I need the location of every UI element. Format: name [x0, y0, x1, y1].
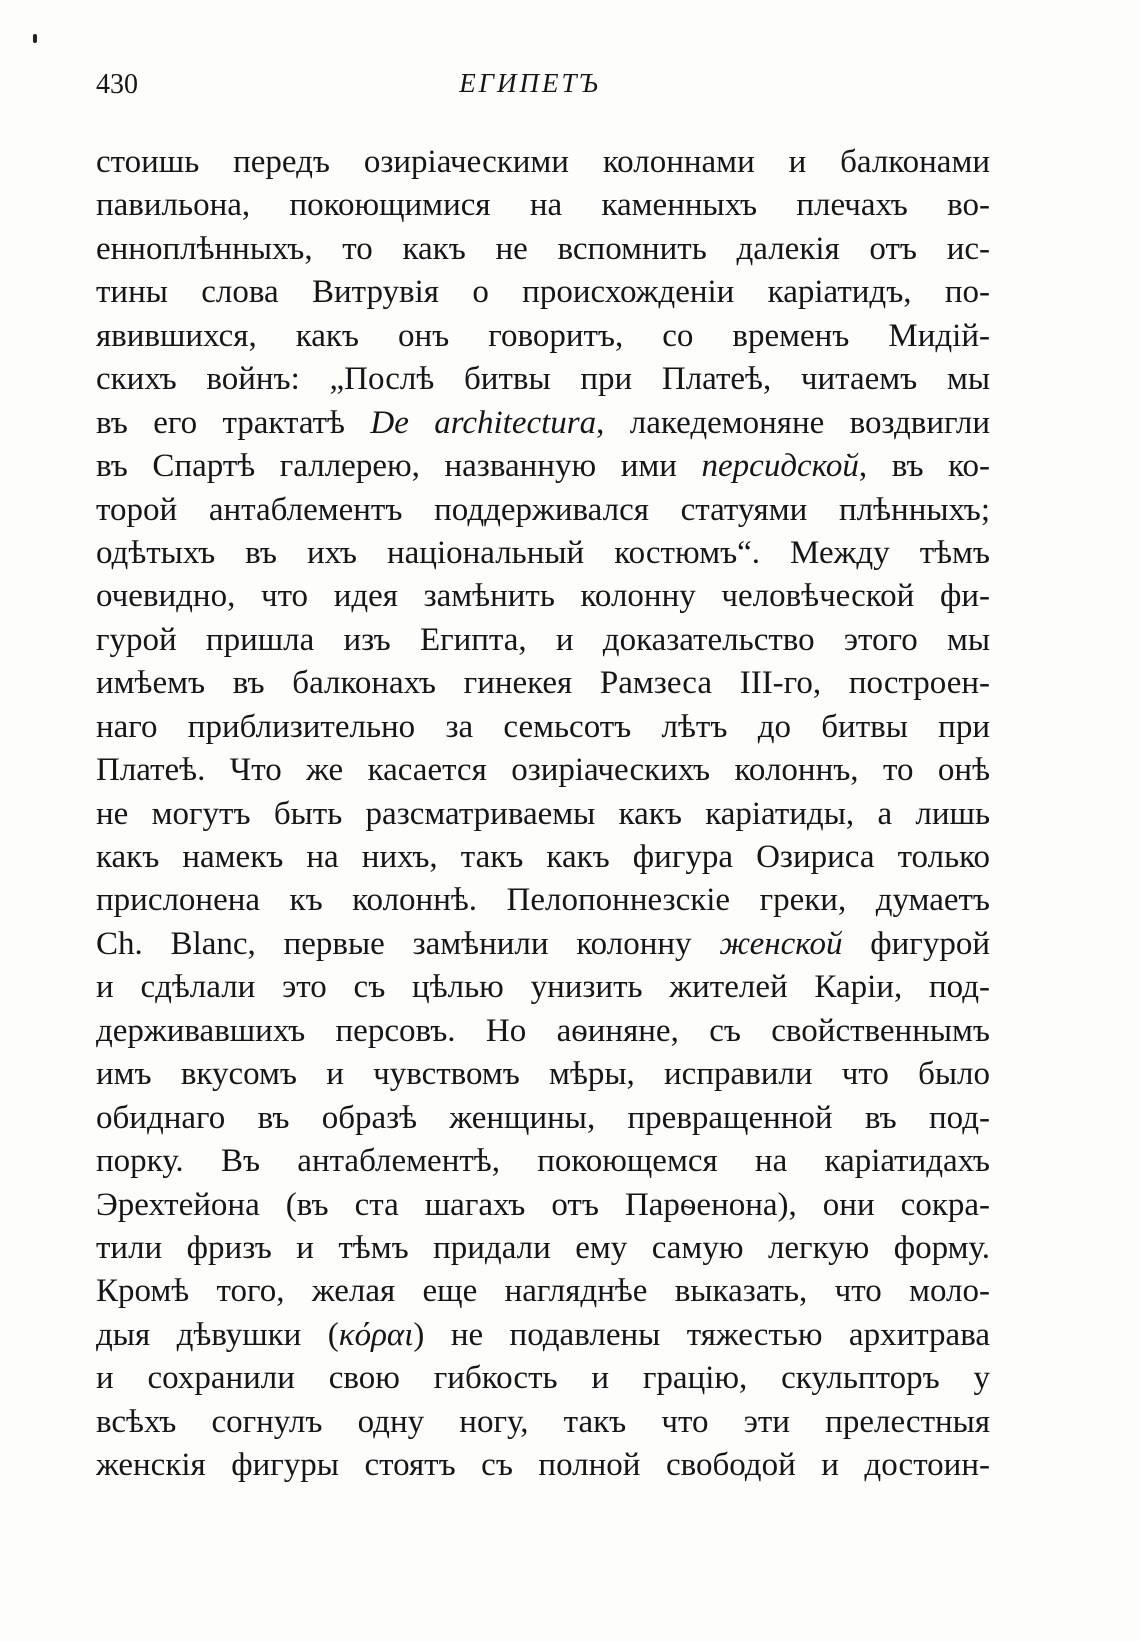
text-line: держивавшихъ персовъ. Но аѳиняне, съ свойственнымъ: [96, 1012, 990, 1049]
page-number: 430: [96, 69, 138, 100]
ink-speck: [33, 34, 37, 43]
text-segment: въ Спартѣ галлерею, названную ими: [96, 448, 702, 485]
text-line: женскія фигуры стоятъ съ полной свободой и достоин-: [96, 1447, 990, 1484]
text-line: торой антаблементъ поддерживался статуями плѣнныхъ;: [96, 491, 990, 528]
text-line: Кромѣ того, желая еще нагляднѣе выказать, что моло-: [96, 1273, 990, 1310]
text-line: [96, 445, 990, 488]
text-line: скихъ войнъ: „Послѣ битвы при Платеѣ, читаемъ мы: [96, 361, 990, 398]
text-segment: , въ ко-: [858, 448, 990, 485]
italic-term: женской: [719, 925, 843, 962]
text-line: одѣтыхъ въ ихъ національный костюмъ“. Между тѣмъ: [96, 534, 990, 571]
text-segment: ) не подавлены тяжестью архитрава: [413, 1316, 990, 1353]
text-segment: , лакедемоняне воздвигли: [596, 404, 990, 441]
text-line: тили фризъ и тѣмъ придали ему самую легкую форму.: [96, 1229, 990, 1266]
text-line: енноплѣнныхъ, то какъ не вспомнить далекія отъ ис-: [96, 230, 990, 267]
italic-term: κόραι: [338, 1316, 414, 1353]
text-line: обиднаго въ образѣ женщины, превращенной въ под-: [96, 1099, 990, 1136]
text-line: имъ вкусомъ и чувствомъ мѣры, исправили что было: [96, 1056, 990, 1093]
text-line: [96, 402, 990, 445]
text-line: не могутъ быть разсматриваемы какъ каріатиды, а лишь: [96, 795, 990, 832]
text-line: явившихся, какъ онъ говоритъ, со временъ Мидій-: [96, 317, 990, 354]
text-line: Эрехтейона (въ ста шагахъ отъ Парѳенона), они сокра-: [96, 1186, 990, 1223]
running-title: ЕГИПЕТЪ: [459, 68, 601, 98]
text-line: очевидно, что идея замѣнить колонну человѣческой фи-: [96, 578, 990, 615]
italic-term: персидской: [701, 448, 859, 485]
text-line: павильона, покоющимися на каменныхъ плечахъ во-: [96, 187, 990, 224]
text-line: и сдѣлали это съ цѣлью унизить жителей Каріи, под-: [96, 969, 990, 1006]
text-line: имѣемъ въ балконахъ гинекея Рамзеса III-го, построен-: [96, 665, 990, 702]
text-line: Платеѣ. Что же касается озиріаческихъ колоннъ, то онѣ: [96, 752, 990, 789]
text-line: порку. Въ антаблементѣ, покоющемся на каріатидахъ: [96, 1143, 990, 1180]
text-line: всѣхъ согнулъ одну ногу, такъ что эти прелестныя: [96, 1403, 990, 1440]
italic-term: De architectura: [370, 404, 597, 441]
text-segment: Ch. Blanc, первые замѣнили колонну: [96, 925, 720, 962]
text-line: наго приблизительно за семьсотъ лѣтъ до битвы при: [96, 708, 990, 745]
text-line: какъ намекъ на нихъ, такъ какъ фигура Озириса только: [96, 839, 990, 875]
text-line: стоишь передъ озиріаческими колоннами и балконами: [96, 144, 990, 180]
body-text: [96, 141, 990, 1488]
text-line: [96, 923, 990, 966]
text-line: тины слова Витрувія о происхожденіи каріатидъ, по-: [96, 274, 990, 311]
text-line: прислонена къ колоннѣ. Пелопоннезскіе греки, думаетъ: [96, 882, 990, 919]
text-segment: дыя дѣвушки (: [96, 1316, 339, 1353]
text-line: [96, 1314, 990, 1357]
text-segment: фигурой: [842, 925, 990, 962]
text-segment: въ его трактатѣ: [96, 404, 371, 441]
text-line: и сохранили свою гибкость и грацію, скульпторъ у: [96, 1360, 990, 1397]
text-line: гурой пришла изъ Египта, и доказательство этого мы: [96, 621, 990, 658]
